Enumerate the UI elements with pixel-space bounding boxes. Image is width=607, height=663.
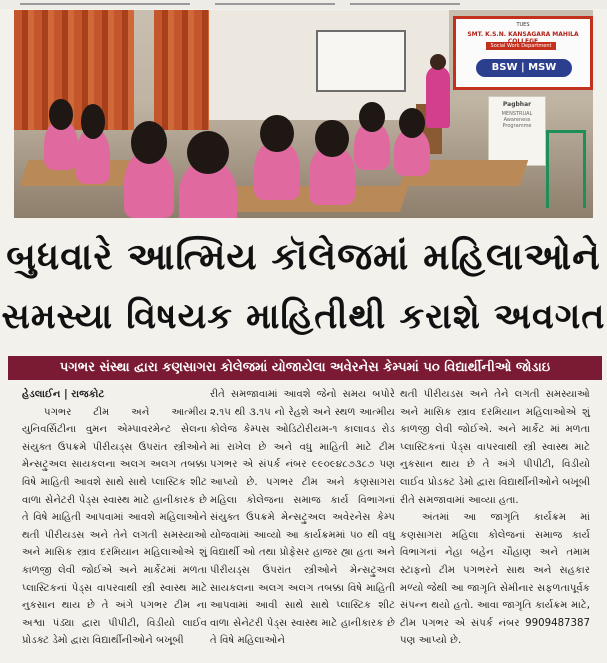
student-figure [394, 128, 430, 176]
article-column-3 [400, 386, 590, 650]
green-chair [546, 130, 586, 208]
banner-line1: TUES [516, 22, 530, 28]
banner-line3: Social Work Department [486, 42, 556, 50]
bsw-msw-logo: BSW | MSW [476, 59, 572, 77]
column3-text-a: થતી પીરીયડસ અને તેને લગતી સમસ્યાઓ અને માસિક સ્ત્રાવ દરમિયાન મહિલાઓએ શું કાળજી લેવી જોઈએ. અને માર્કેટ માં મળતા પ્લાસ્ટિકનાં પેડ્સ વાપરવાથી સ્ત્રી સ્વાસ્થ માટે નુકસાન થાય છે તે અંગે પીપીટી, વિડીયો લાઈવ પ્રોડક્ટ ડેમો દ્વારા વિદ્યાર્થીનીઓને બખૂબી રીતે સમજાવામાં આવ્યા હતા. [400, 389, 590, 506]
cropped-text-line [20, 3, 190, 5]
student-figure [179, 160, 237, 218]
article-column-2 [210, 386, 395, 650]
headline-line2: સમસ્યા વિષયક માહિતીથી કરાશે અવગત [1, 297, 606, 337]
projector-screen [316, 30, 406, 92]
column1-text: પગભર ટીમ અને આત્મીય યુનિવર્સિટીના વુમન એમ્પાવરમેન્ટ સેલના સંયુક્ત ઉપક્રમે પીરીયડ્સ ઉપરાંત સ્ત્રીઓને મેન્સટ્રુઅલ સાયકલના અલગ અલગ તબક્કા વિષે માહિતી આવશે સાથે સાથે પ્લાસ્ટિક શીટ વાળા સેનેટરી પેડ્સ સ્વાસ્થ માટે હાનીકારક છે તે વિષે માહિતી આપવામાં આવશે મહિલાઓને થતી પીરીયડસ અને તેને લગતી સમસ્યાઓ અને માસિક સ્ત્રાવ દરમિયાન મહિલાઓએ શું કાળજી લેવી જોઈએ અને માર્કેટમાં મળતા પ્લાસ્ટિકનાં પેડ્સ વાપરવાથી સ્ત્રી સ્વાસ્થ માટે નુકસાન થાય છે તે અંગે પગભર ટીમ ના અશ્વા પંડ્યા દ્વારા પીપીટી, વિડીયો લાઈવ પ્રોડક્ટ ડેમો દ્વારા વિદ્યાર્થીનીઓને બખૂબી [22, 406, 207, 647]
college-banner [453, 16, 593, 90]
subheadline-bar: પગભર સંસ્થા દ્વારા કણસાગરા કોલેજમાં યોજાયેલા અવેરનેસ કેમ્પમાં ૫૦ વિદ્યાર્થીનીઓ જોડાઇ [8, 356, 602, 380]
speaker-figure [426, 66, 450, 128]
column2-text: રીતે સમજાવામાં આવશે જેનો સમય બપોરે ૨.૧૫ થી ૩.૧૫ નો રેહશે અને સ્થળ આત્મીય કોલેજ કેમ્પસ ઓડિટોરીયમ-૧ કાલાવડ રોડ માં રાખેલ છે અને વધુ માહિતી માટે ટીમ પગભર એ સંપર્ક નંબર ૯૯૦૯૪૮૭૩૮૭ પણ આપ્યો છે. પગભર ટીમ અને કણસાગરા મહિલા કોલેજના સમાજ કાર્ય વિભાગનાં સંયુક્ત ઉપક્રમે મેન્સટ્રુઅલ અવેરનેસ કેમ્પ યોજવામાં આવ્યો આ કાર્યક્રમમાં ૫૦ થી વધુ વિદ્યાર્થી ઓ તથા પ્રોફેસર હાજર હ્યા હતા અને પીરીયડ્સ ઉપરાંત સ્ત્રીઓને મેન્સટ્રુઅલ સાયકલના અલગ અલગ તબક્કા વિષે માહિતી આપવામાં આવી સાથે સાથે પ્લાસ્ટિક શીટ વાળા સેનેટરી પેડ્સ સ્વાસ્થ માટે હાનીકારક છે તે વિષે મહિલાઓને [210, 389, 395, 647]
dateline: હેડલાઈન | રાજકોટ [22, 389, 105, 400]
student-figure [124, 150, 174, 218]
cropped-text-line [215, 3, 335, 5]
standee-title: Pagbhar [502, 101, 532, 108]
curtain-middle [154, 10, 209, 130]
banner-line2: SMT. K.S.N. KANSAGARA MAHILA [467, 31, 579, 38]
column3-text-b: અંતમાં આ જાગૃતિ કાર્યક્રમ માં કણસાગરા મહિલા કોલેજનાં સમાજ કાર્ય વિભાગનાં નેહા બહેન ચૌહાણ અને તમામ સ્ટાફનો ટીમ પગભરને સાથ અને સહકાર મળ્યો જેથી આ જાગૃતિ સેમીનાર સફળતાપૂર્વક સંપન્ન થયો હતો. આવા જાગૃતિ કાર્યક્રમ માટે, ટીમ પગભર એ સંપર્ક નંબર 9909487387 પણ આપ્યો છે. [400, 512, 590, 647]
awareness-standee [488, 96, 546, 166]
student-figure [76, 128, 110, 184]
event-photo [14, 10, 593, 218]
student-figure [44, 120, 78, 170]
cropped-text-line [350, 3, 460, 5]
student-figure [254, 140, 300, 200]
student-figure [309, 145, 355, 205]
curtain-left [14, 10, 134, 130]
standee-subtitle: MENSTRUAL Awareness Programme [501, 111, 533, 129]
article-column-1 [22, 386, 207, 650]
headline-line1: બુધવારે આત્મિય કૉલેજમાં મહિલાઓને [6, 235, 601, 278]
top-cropped-strip [0, 0, 607, 9]
student-figure [354, 122, 390, 170]
